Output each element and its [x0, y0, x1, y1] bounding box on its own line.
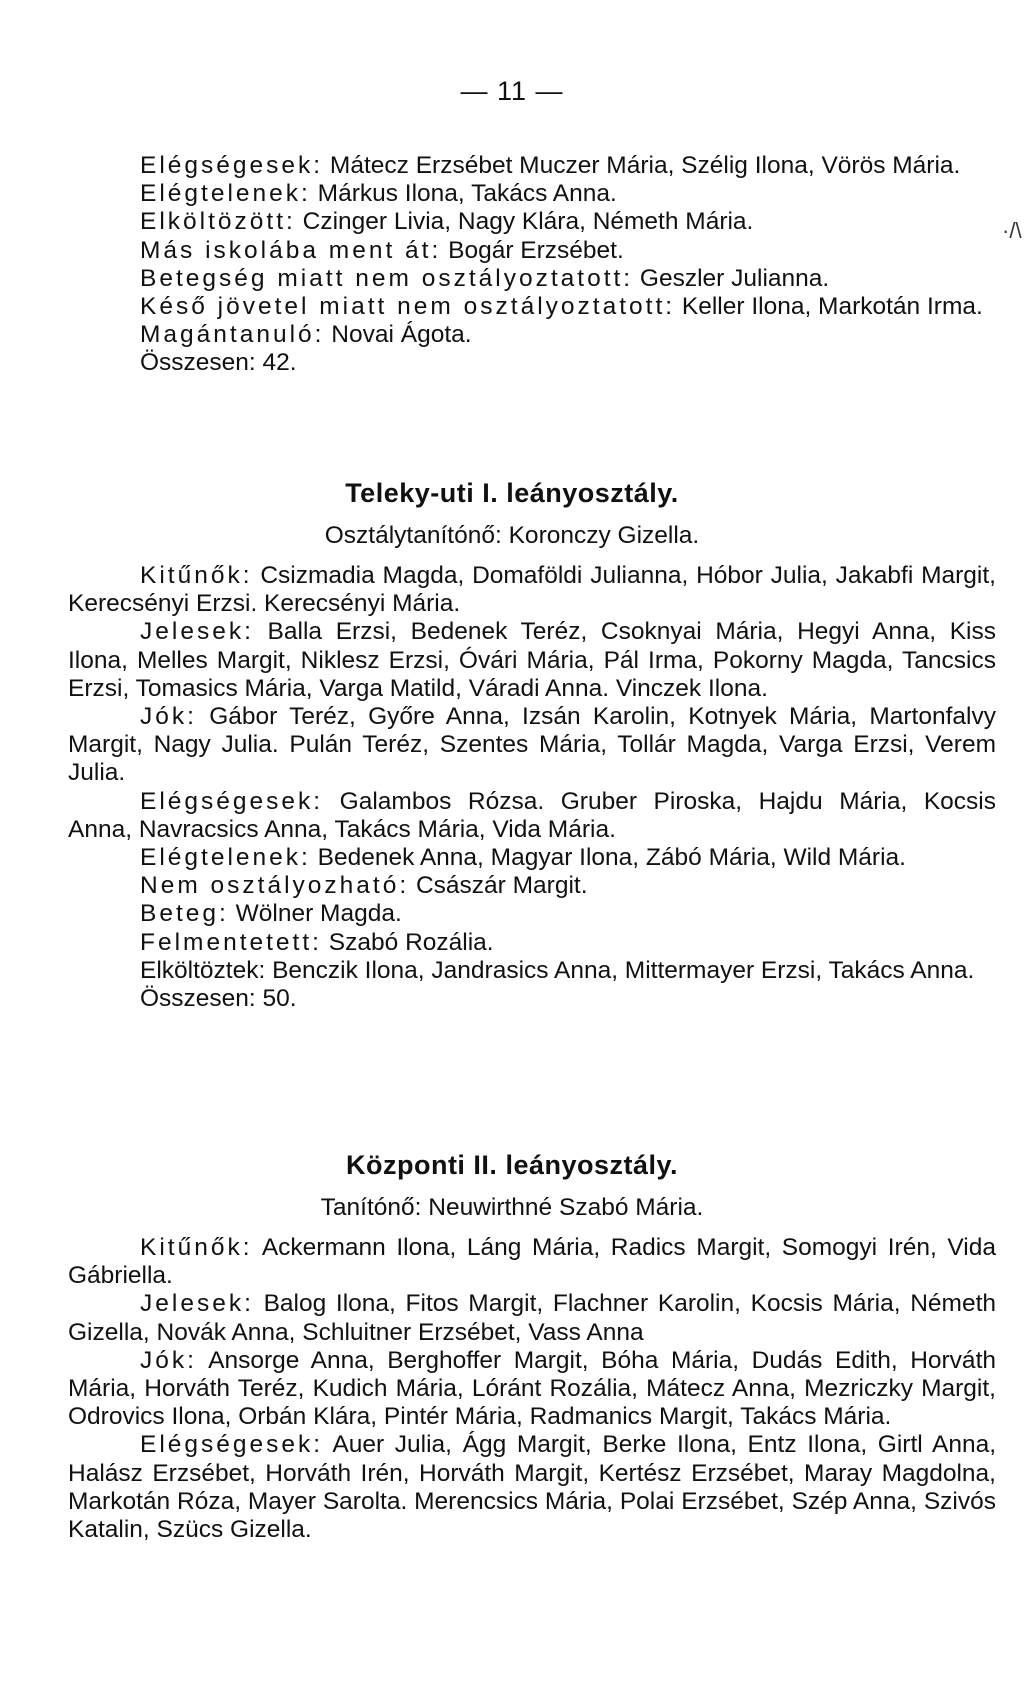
grade-label: Kitűnők:	[140, 1234, 253, 1261]
grade-label: Kitűnők:	[140, 562, 253, 589]
grade-label: Betegség miatt nem osztályoztatott:	[140, 264, 634, 292]
entry-names: Összesen: 50.	[140, 985, 297, 1013]
grade-entry	[68, 293, 996, 321]
total-line	[68, 349, 996, 377]
grade-entry	[68, 703, 996, 788]
grade-label: Felmentetett:	[140, 928, 322, 956]
grade-entry	[68, 237, 996, 265]
entry-names: Elköltöztek: Benczik Ilona, Jandrasics Anna, Mittermayer Erzsi, Takács Anna.	[140, 956, 975, 984]
grade-entry	[68, 208, 996, 236]
grade-label: Elégségesek:	[140, 152, 324, 179]
grade-entry	[68, 321, 996, 349]
grade-entry	[68, 957, 996, 985]
entry-names: Ackermann Ilona, Láng Mária, Radics Margit, Somogyi Irén, Vida Gábriella.	[68, 1234, 996, 1290]
grade-entry	[68, 1290, 996, 1346]
grade-label: Jelesek:	[140, 1290, 254, 1318]
grade-entry	[68, 900, 996, 928]
grade-label: Más iskolába ment át:	[140, 236, 442, 264]
entry-names: Bedenek Anna, Magyar Ilona, Zábó Mária, Wild Mária.	[310, 844, 906, 872]
entry-names: Wölner Magda.	[228, 900, 402, 928]
entry-names: Császár Margit.	[409, 872, 588, 900]
entry-names: Geszler Julianna.	[633, 264, 830, 292]
grade-label: Elégségesek:	[140, 1431, 324, 1459]
entry-names: Galambos Rózsa. Gruber Piroska, Hajdu Mária, Kocsis Anna, Navracsics Anna, Takács Mária, Vida Mária.	[68, 787, 996, 843]
teacher-line: Osztálytanítónő: Koronczy Gizella.	[324, 522, 700, 549]
grade-label: Elköltözött:	[140, 208, 296, 236]
section-1-continuation	[68, 152, 996, 378]
entry-names: Balla Erzsi, Bedenek Teréz, Csoknyai Mária, Hegyi Anna, Kiss Ilona, Melles Margit, Niklesz Erzsi, Óvári Mária, Pál Irma, Pokorny Magda, Tancsics Erzsi, Tomasics Mária, Varga Matild, Váradi Anna. Vinczek Ilona.	[68, 618, 996, 702]
grade-label: Jelesek:	[140, 618, 254, 646]
grade-label: Késő jövetel miatt nem osztályoztatott:	[140, 293, 676, 321]
page-number: — 11 —	[460, 76, 564, 106]
section-2-body	[68, 562, 996, 1013]
grade-entry	[68, 618, 996, 703]
grade-label: Jók:	[140, 1346, 197, 1374]
grade-entry	[68, 872, 996, 900]
grade-entry	[68, 844, 996, 872]
entry-names: Novai Ágota.	[324, 321, 472, 349]
entry-names: Auer Julia, Ágg Margit, Berke Ilona, Entz Ilona, Girtl Anna, Halász Erzsébet, Horváth Irén, Horváth Margit, Kertész Erzsébet, Maray Magdolna, Markotán Róza, Mayer Sarolta. Merencsics Mária, Polai Erzsébet, Szép Anna, Szivós Katalin, Szücs Gizella.	[68, 1431, 996, 1544]
entry-names: Márkus Ilona, Takács Anna.	[310, 180, 617, 208]
grade-label: Elégségesek:	[140, 787, 324, 815]
grade-entry	[68, 1234, 996, 1290]
entry-names: Bogár Erzsébet.	[441, 236, 624, 264]
entry-names: Czinger Livia, Nagy Klára, Németh Mária.	[295, 208, 754, 236]
section-heading: Központi II. leányosztály.	[345, 1150, 679, 1180]
entry-names: Ansorge Anna, Berghoffer Margit, Bóha Mária, Dudás Edith, Horváth Mária, Horváth Teréz, Kudich Mária, Lóránt Rozália, Mátecz Anna, Mezriczky Margit, Odrovics Ilona, Orbán Klára, Pintér Mária, Radmanics Margit, Takács Mária.	[68, 1346, 996, 1431]
section-heading: Teleky-uti I. leányosztály.	[345, 478, 679, 508]
entry-names: Összesen: 42.	[140, 349, 297, 377]
grade-label: Jók:	[140, 703, 197, 731]
grade-label: Beteg:	[140, 900, 229, 928]
grade-entry	[68, 1347, 996, 1432]
entry-names: Szabó Rozália.	[321, 928, 494, 956]
grade-label: Elégtelenek:	[140, 180, 311, 208]
teacher-line: Tanítónő: Neuwirthné Szabó Mária.	[320, 1194, 704, 1221]
grade-entry	[68, 788, 996, 844]
total-line	[68, 985, 996, 1013]
entry-names: Balog Ilona, Fitos Margit, Flachner Karolin, Kocsis Mária, Németh Gizella, Novák Anna, Schluitner Erzsébet, Vass Anna	[68, 1290, 996, 1346]
margin-mark: ·/\	[1002, 218, 1022, 243]
entry-names: Gábor Teréz, Győre Anna, Izsán Karolin, Kotnyek Mária, Martonfalvy Margit, Nagy Julia. Pulán Teréz, Szentes Mária, Tollár Magda, Varga Erzsi, Verem Julia.	[68, 703, 996, 787]
grade-entry	[68, 152, 996, 180]
entry-names: Csizmadia Magda, Domaföldi Julianna, Hóbor Julia, Jakabfi Margit, Kerecsényi Erzsi. Kerecsényi Mária.	[68, 562, 996, 618]
grade-label: Elégtelenek:	[140, 844, 311, 872]
section-3-body	[68, 1234, 996, 1544]
grade-entry	[68, 180, 996, 208]
entry-names: Mátecz Erzsébet Muczer Mária, Szélig Ilona, Vörös Mária.	[323, 152, 961, 179]
grade-entry	[68, 562, 996, 618]
grade-entry	[68, 929, 996, 957]
grade-label: Nem osztályozható:	[140, 872, 410, 900]
grade-entry	[68, 1431, 996, 1544]
grade-entry	[68, 265, 996, 293]
entry-names: Keller Ilona, Markotán Irma.	[675, 293, 983, 321]
grade-label: Magántanuló:	[140, 321, 325, 349]
